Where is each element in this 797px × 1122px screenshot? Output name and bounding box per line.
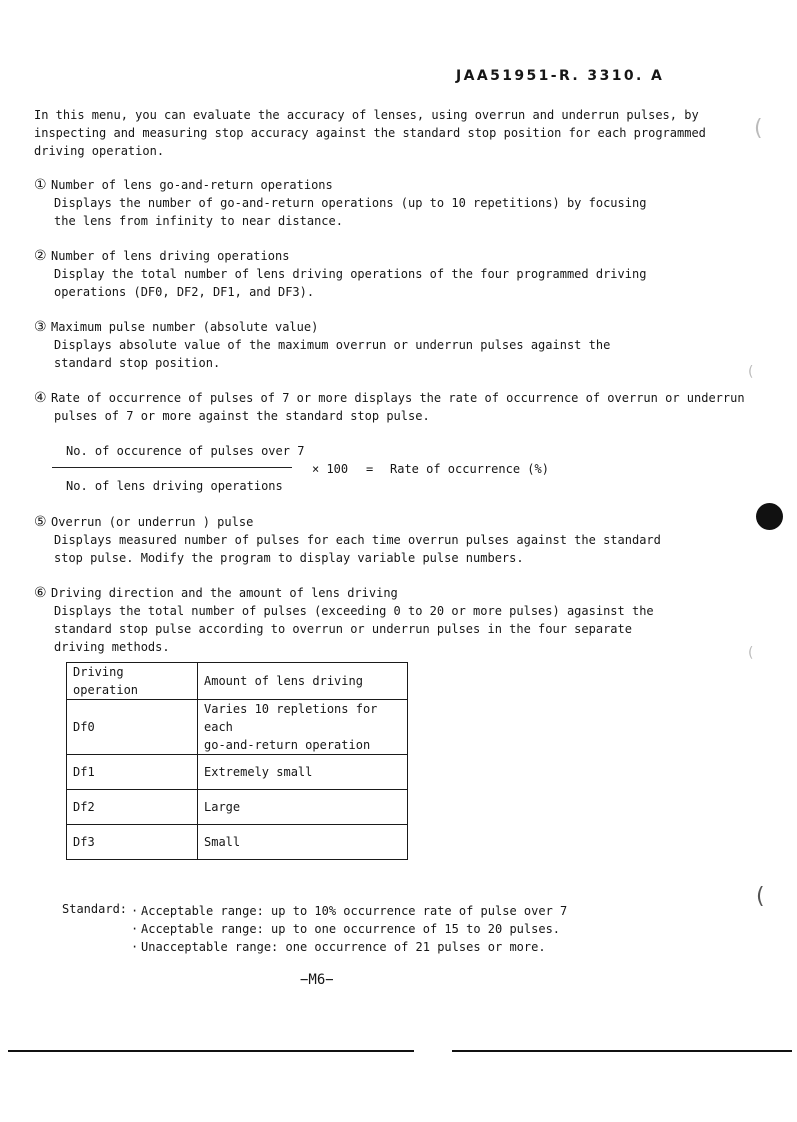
bottom-rule-left bbox=[8, 1050, 414, 1052]
item-4-number: ④ bbox=[34, 390, 47, 406]
standard-bullet: · Acceptable range: up to one occurrence of 15 to 20 pulses. bbox=[131, 920, 567, 938]
table-cell-amount: Small bbox=[198, 825, 408, 860]
item-4-body: pulses of 7 or more against the standard stop pulse. bbox=[54, 409, 430, 423]
item-5-title: Overrun (or underrun ) pulse bbox=[51, 515, 254, 529]
table-cell-amount: Extremely small bbox=[198, 755, 408, 790]
table-cell-operation: Df2 bbox=[67, 790, 198, 825]
item-5-number: ⑤ bbox=[34, 514, 47, 530]
table-header-operation: Driving operation bbox=[67, 663, 198, 700]
formula-denominator: No. of lens driving operations bbox=[66, 479, 283, 493]
bottom-rule-right bbox=[452, 1050, 792, 1052]
item-1-body: Displays the number of go-and-return operations (up to 10 repetitions) by focusing the lens from infinity to near distance. bbox=[54, 196, 647, 228]
item-4-heading bbox=[34, 389, 745, 407]
item-3-title: Maximum pulse number (absolute value) bbox=[51, 320, 319, 334]
binding-mark-icon: ( bbox=[756, 884, 765, 909]
item-2-title: Number of lens driving operations bbox=[51, 249, 290, 263]
table-cell-amount: Large bbox=[198, 790, 408, 825]
item-1-heading bbox=[34, 176, 333, 194]
formula-fraction-bar bbox=[52, 467, 292, 468]
table-cell-operation: Df1 bbox=[67, 755, 198, 790]
formula-result: Rate of occurrence (%) bbox=[390, 462, 549, 476]
item-3-heading bbox=[34, 318, 318, 336]
table-header-row bbox=[67, 663, 408, 700]
formula-multiplier: × 100 bbox=[312, 462, 349, 476]
item-6-number: ⑥ bbox=[34, 585, 47, 601]
table-cell-operation: Df0 bbox=[67, 700, 198, 755]
item-2-number: ② bbox=[34, 248, 47, 264]
table-cell-amount-line2: go-and-return operation bbox=[204, 738, 371, 752]
page-number: −M6− bbox=[300, 972, 334, 988]
table-header-amount: Amount of lens driving bbox=[198, 663, 408, 700]
standard-bullet: · Unacceptable range: one occurrence of 21 pulses or more. bbox=[131, 938, 567, 956]
table-row bbox=[67, 700, 408, 755]
table-row bbox=[67, 755, 408, 790]
standard-list bbox=[131, 902, 567, 956]
intro-paragraph: In this menu, you can evaluate the accuracy of lenses, using overrun and underrun pulses, by inspecting and measuring stop accuracy against the standard stop position for each programmed driving operation. bbox=[34, 108, 706, 158]
driving-operation-table bbox=[66, 662, 408, 860]
table-cell-operation: Df3 bbox=[67, 825, 198, 860]
table-cell-amount-line1: Varies 10 repletions for each bbox=[204, 702, 378, 734]
item-5-body: Displays measured number of pulses for each time overrun pulses against the standard stop pulse. Modify the program to display variable pulse numbers. bbox=[54, 533, 661, 565]
item-5-heading bbox=[34, 513, 253, 531]
binding-mark-icon: ( bbox=[754, 116, 763, 141]
table-row bbox=[67, 825, 408, 860]
formula-equals: = bbox=[366, 462, 374, 476]
item-3-body: Displays absolute value of the maximum overrun or underrun pulses against the standard stop position. bbox=[54, 338, 611, 370]
table-row bbox=[67, 790, 408, 825]
standard-bullet: · Acceptable range: up to 10% occurrence rate of pulse over 7 bbox=[131, 902, 567, 920]
item-6-body: Displays the total number of pulses (exceeding 0 to 20 or more pulses) agasinst the standard stop pulse according to overrun or underrun pulses in the four separate driving methods. bbox=[54, 604, 654, 654]
item-1-number: ① bbox=[34, 177, 47, 193]
punch-hole bbox=[756, 503, 783, 530]
binding-mark-icon: ( bbox=[748, 364, 754, 380]
binding-mark-icon: ( bbox=[748, 645, 754, 661]
item-3-number: ③ bbox=[34, 319, 47, 335]
table-cell-amount bbox=[198, 700, 408, 755]
item-6-title: Driving direction and the amount of lens driving bbox=[51, 586, 398, 600]
standard-label: Standard: bbox=[62, 902, 128, 916]
item-1-title: Number of lens go-and-return operations bbox=[51, 178, 333, 192]
item-6-heading bbox=[34, 584, 398, 602]
item-2-heading bbox=[34, 247, 289, 265]
formula-numerator: No. of occurence of pulses over 7 bbox=[66, 444, 305, 458]
document-code: JAA51951-R. 3310. A bbox=[456, 68, 665, 84]
item-2-body: Display the total number of lens driving operations of the four programmed driving operations (DF0, DF2, DF1, and DF3). bbox=[54, 267, 647, 299]
item-4-title: Rate of occurrence of pulses of 7 or more displays the rate of occurrence of overrun or underrun bbox=[51, 391, 745, 405]
